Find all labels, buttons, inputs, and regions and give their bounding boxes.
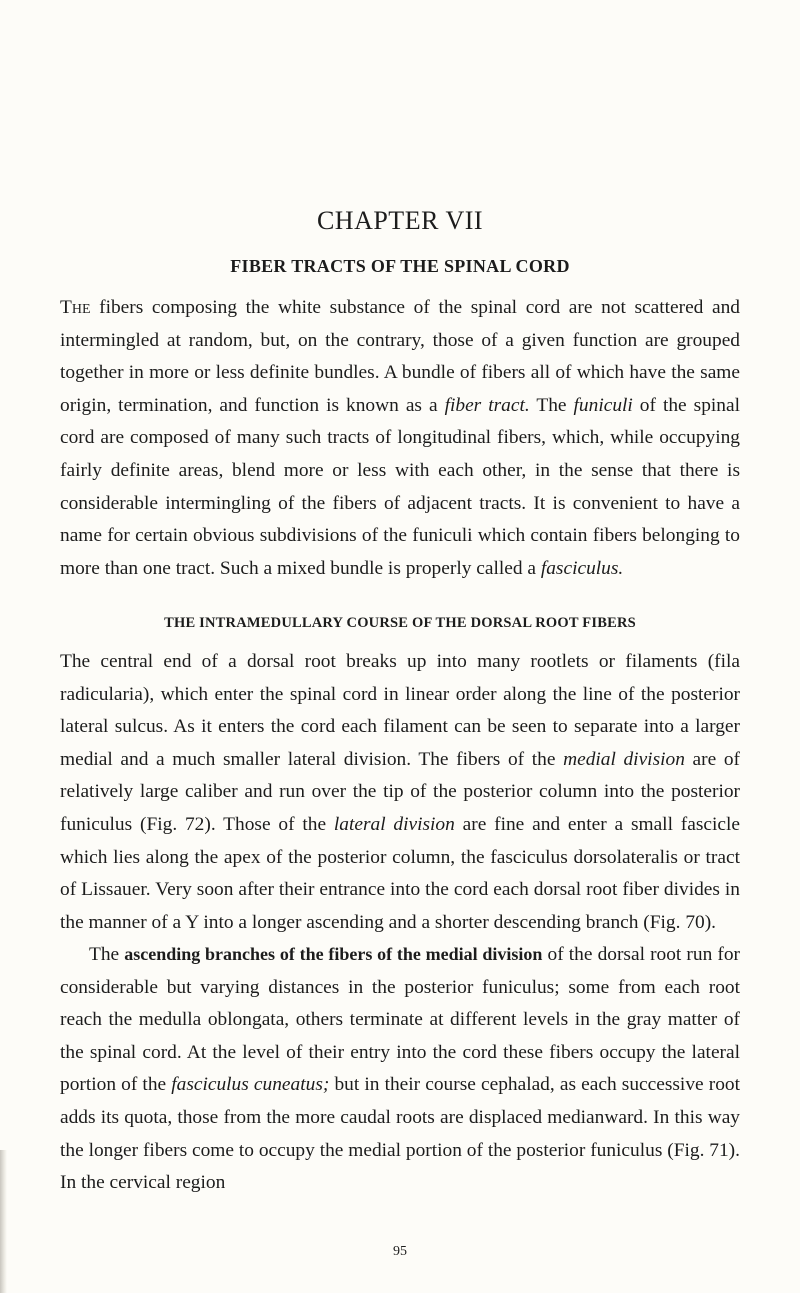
term-fiber-tract: fiber tract. xyxy=(444,394,530,416)
chapter-label: CHAPTER VII xyxy=(316,206,484,235)
paragraph-ascending-branches xyxy=(60,938,740,1200)
paragraph-text: The central end of a dorsal root breaks up into many rootlets or filaments (fila radicularia), which enter the spinal cord in linear order along the line of the posterior lateral sulcus. As it enters the cord each filament can be seen to separate into a larger medial and a much smaller lateral division. The fibers of the xyxy=(60,651,740,770)
paragraph-text: of the spinal cord are composed of many such tracts of longitudinal fibers, which, while occupying fairly definite areas, blend more or less with each other, in the sense that there is considerable intermingling of the fibers of adjacent tracts. It is convenient to have a name for certain obvious subdivisions of the funiculi which contain fibers belonging to more than one tract. Such a mixed bundle is properly called a xyxy=(60,394,740,579)
paragraph-lead-word: The xyxy=(60,297,91,318)
chapter-title: FIBER TRACTS OF THE SPINAL CORD xyxy=(230,256,570,276)
scan-edge-shadow xyxy=(0,1150,7,1293)
section-heading: THE INTRAMEDULLARY COURSE OF THE DORSAL ROOT FIBERS xyxy=(164,615,636,631)
page-number: 95 xyxy=(393,1244,407,1259)
paragraph-text: fibers composing the white substance of the spinal cord are not scattered and intermingled at random, but, on the contrary, those of a given function are grouped together in more or less definite bundles. A bundle of fibers all of which have the same origin, termination, and function is known as a xyxy=(60,297,740,416)
paragraph-text: The xyxy=(529,394,574,416)
paragraph-text: are fine and enter a small fascicle which lies along the apex of the posterior column, the fasciculus dorsolateralis or tract of Lissauer. Very soon after their entrance into the cord each dorsal root fiber divides in the manner of a Y into a longer ascending and a shorter descending branch (Fig. 70). xyxy=(60,813,740,933)
paragraph-intro xyxy=(60,292,740,585)
paragraph-text: are of relatively large caliber and run over the tip of the posterior column into the posterior funiculus (Fig. 72). Those of the xyxy=(60,748,740,835)
paragraph-text: but in their course cephalad, as each successive root adds its quota, those from the more caudal roots are displaced medianward. In this way the longer fibers come to occupy the medial portion of the posterior funiculus (Fig. 71). In the cervical region xyxy=(60,1074,740,1194)
term-lateral-division: lateral division xyxy=(333,813,455,835)
term-medial-division: medial division xyxy=(563,748,685,770)
term-fasciculus-cuneatus: fasciculus cuneatus; xyxy=(171,1074,330,1096)
paragraph-dorsal-root xyxy=(60,646,740,939)
term-fasciculus: fasciculus. xyxy=(540,557,624,579)
paragraph-text: of the dorsal root run for considerable but varying distances in the posterior funiculus; some from each root reach the medulla oblongata, others terminate at different levels in the gray matter of the spinal cord. At the level of their entry into the cord these fibers occupy the lateral portion of the xyxy=(60,944,741,1096)
term-funiculi: funiculi xyxy=(573,394,633,416)
term-ascending-branches: ascending branches of the fibers of the medial division xyxy=(124,944,543,964)
paragraph-text: The xyxy=(89,944,125,965)
